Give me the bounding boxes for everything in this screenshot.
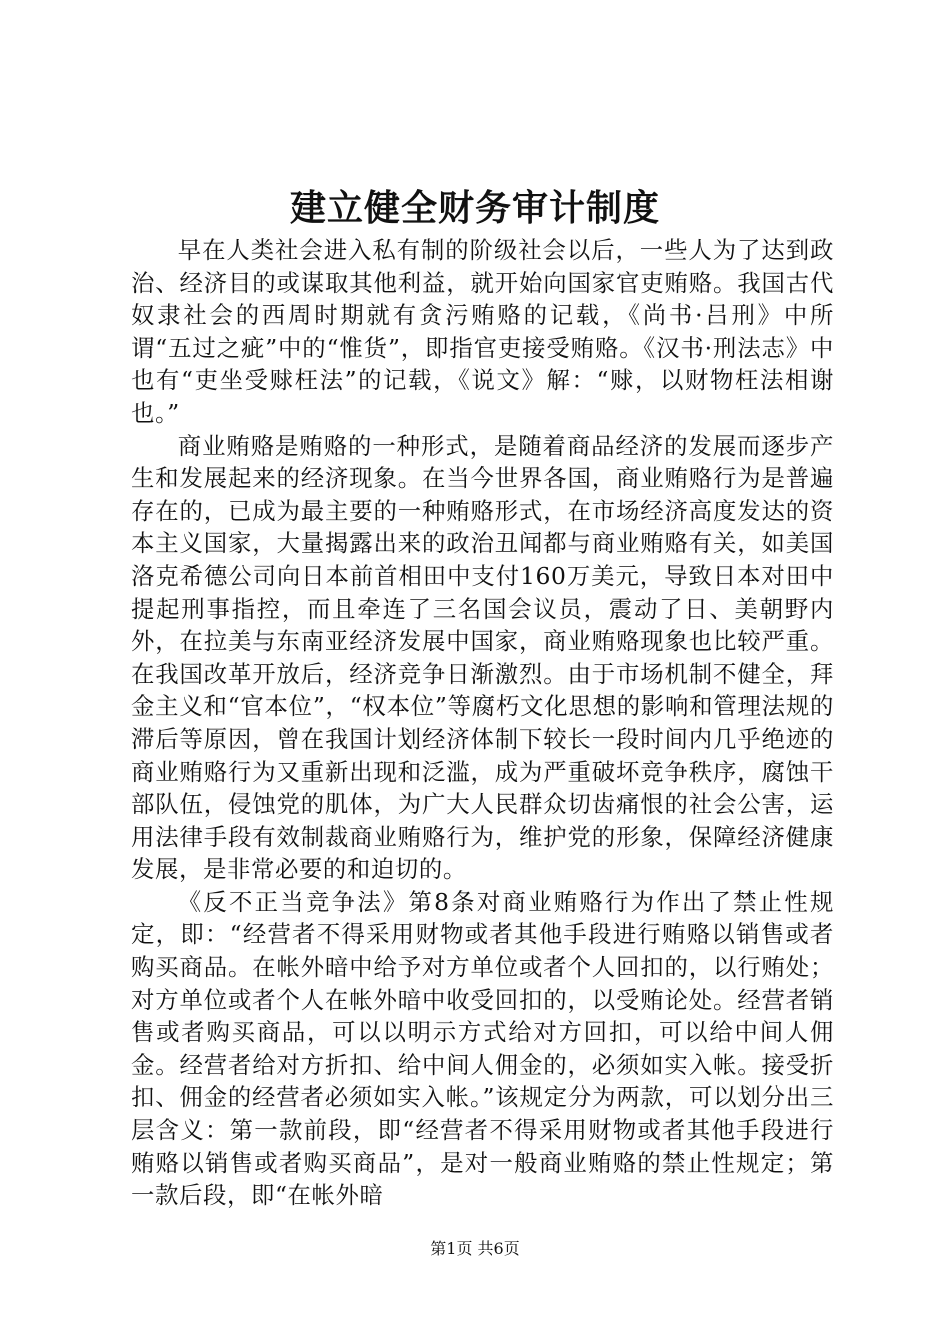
document-body [131, 234, 834, 1212]
document-title: 建立健全财务审计制度 [289, 187, 660, 229]
page-number-footer: 第1页 共6页 [430, 1239, 520, 1258]
paragraph-1: 早在人类社会进入私有制的阶级社会以后，一些人为了达到政治、经济目的或谋取其他利益，就开始向国家官吏贿赂。我国古代奴隶社会的西周时期就有贪污贿赂的记载，《尚书·吕刑》中所谓“五过之疵”中的“惟货”，即指官吏接受贿赂。《汉书·刑法志》中也有“吏坐受赇枉法”的记载，《说文》解：“赇，以财物枉法相谢也。” [131, 236, 834, 427]
paragraph-3: 《反不正当竞争法》第8条对商业贿赂行为作出了禁止性规定，即：“经营者不得采用财物或者其他手段进行贿赂以销售或者购买商品。在帐外暗中给予对方单位或者个人回扣的，以行贿处；对方单位或者个人在帐外暗中收受回扣的，以受贿论处。经营者销售或者购买商品，可以以明示方式给对方回扣，可以给中间人佣金。经营者给对方折扣、给中间人佣金的，必须如实入帐。接受折扣、佣金的经营者必须如实入帐。”该规定分为两款，可以划分出三层含义：第一款前段，即“经营者不得采用财物或者其他手段进行贿赂以销售或者购买商品”，是对一般商业贿赂的禁止性规定；第一款后段，即“在帐外暗 [131, 887, 834, 1210]
paragraph-2: 商业贿赂是贿赂的一种形式，是随着商品经济的发展而逐步产生和发展起来的经济现象。在当今世界各国，商业贿赂行为是普遍存在的，已成为最主要的一种贿赂形式，在市场经济高度发达的资本主义国家，大量揭露出来的政治丑闻都与商业贿赂有关，如美国洛克希德公司向日本前首相田中支付160万美元，导致日本对田中提起刑事指控，而且牵连了三名国会议员，震动了日、美朝野内外，在拉美与东南亚经济发展中国家，商业贿赂现象也比较严重。在我国改革开放后，经济竞争日渐激烈。由于市场机制不健全，拜金主义和“官本位”，“权本位”等腐朽文化思想的影响和管理法规的滞后等原因，曾在我国计划经济体制下较长一段时间内几乎绝迹的商业贿赂行为又重新出现和泛滥，成为严重破坏竞争秩序，腐蚀干部队伍，侵蚀党的肌体，为广大人民群众切齿痛恨的社会公害，运用法律手段有效制裁商业贿赂行为，维护党的形象，保障经济健康发展，是非常必要的和迫切的。 [131, 431, 834, 884]
